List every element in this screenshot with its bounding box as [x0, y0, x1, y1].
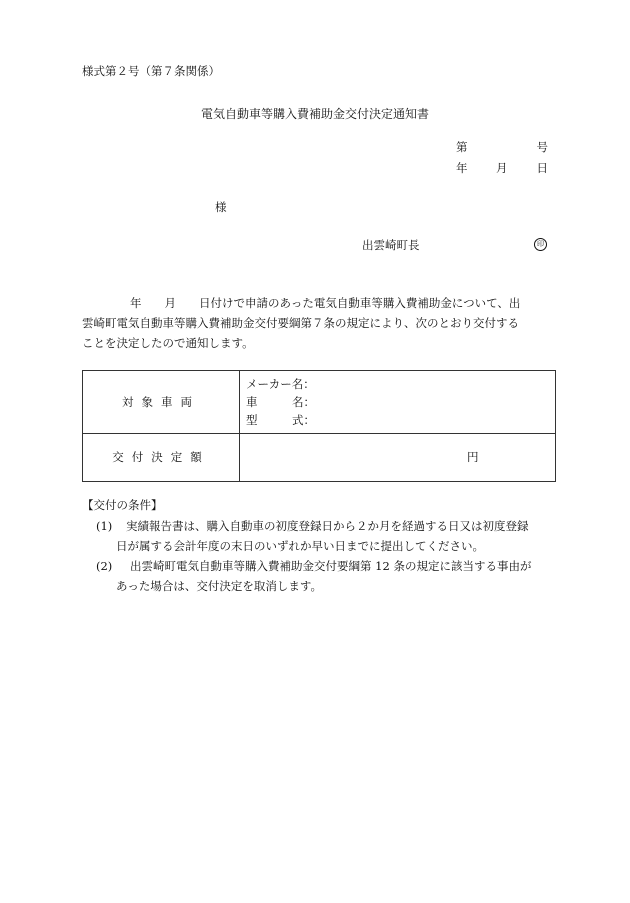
body-line-3: ことを決定したので通知します。: [82, 336, 254, 350]
decision-table: [82, 370, 556, 482]
condition-2-line-1: 出雲崎町電気自動車等購入費補助金交付要綱第 12 条の規定に該当する事由が: [130, 559, 532, 573]
conditions-title: 【交付の条件】: [82, 498, 163, 512]
condition-1-line-1: 実績報告書は、購入自動車の初度登録日から２か月を経過する日又は初度登録: [126, 519, 529, 533]
amount-unit: 円: [467, 450, 479, 464]
seal-mark: 印: [534, 238, 547, 251]
condition-2-number: (2): [96, 559, 113, 573]
date-year: 年: [456, 161, 468, 175]
date-line: [456, 163, 548, 177]
date-month: 月: [496, 161, 508, 175]
issuer-name: 出雲崎町長: [362, 238, 420, 252]
document-title: 電気自動車等購入費補助金交付決定通知書: [200, 107, 429, 121]
vehicle-label: 対象車両: [83, 371, 240, 433]
addressee-suffix: 様: [215, 200, 227, 214]
condition-1-number: (1): [96, 519, 113, 533]
date-day: 日: [536, 161, 548, 175]
amount-label: 交付決定額: [83, 434, 240, 481]
model-label: 型 式：: [246, 413, 315, 427]
form-number: 様式第２号（第７条関係）: [82, 64, 220, 78]
number-suffix: 号: [536, 140, 548, 154]
condition-2-line-2: あった場合は、交付決定を取消します。: [116, 579, 322, 593]
body-line-2: 雲崎町電気自動車等購入費補助金交付要綱第７条の規定により、次のとおり交付する: [82, 316, 519, 330]
maker-label: メーカー名：: [246, 377, 315, 391]
number-line: [456, 142, 548, 156]
number-prefix: 第: [456, 140, 468, 154]
body-line-1: 年 月 日付けで申請のあった電気自動車等購入費補助金について、出: [130, 296, 521, 310]
condition-1-line-2: 日が属する会計年度の末日のいずれか早い日までに提出してください。: [116, 539, 484, 553]
car-name-label: 車 名：: [246, 395, 315, 409]
